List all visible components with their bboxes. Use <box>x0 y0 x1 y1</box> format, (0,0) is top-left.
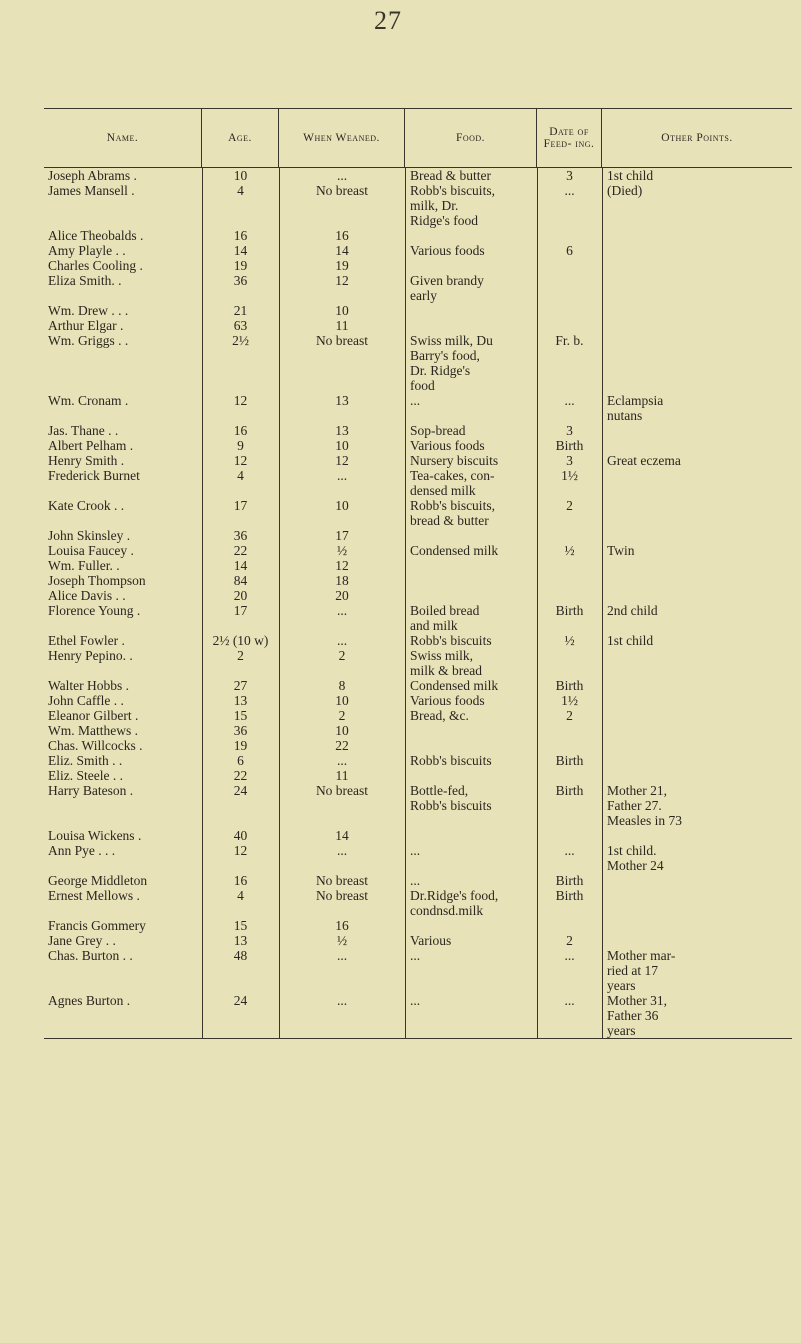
cell-age: 20 <box>233 588 248 603</box>
cell-when-weaned: 19 <box>335 258 349 273</box>
cell-food: Robb's biscuits, milk, Dr. Ridge's food <box>410 183 495 228</box>
cell-date-of-feeding: 1½ <box>561 693 578 708</box>
cell-name: John Caffle . . <box>48 693 124 708</box>
cell-age: 40 <box>233 828 248 843</box>
table-row <box>44 693 792 708</box>
table-row <box>44 723 792 738</box>
table-row <box>44 183 792 228</box>
cell-age: 19 <box>233 738 248 753</box>
cell-when-weaned: ... <box>336 168 348 183</box>
cell-age: 36 <box>233 273 248 288</box>
cell-age: 19 <box>233 258 248 273</box>
cell-date-of-feeding <box>537 318 602 333</box>
cell-other-points: 1st child <box>607 168 654 183</box>
cell-food <box>405 573 537 588</box>
header-age: Age. <box>202 109 279 167</box>
cell-food: Various foods <box>410 243 485 258</box>
table-row <box>44 468 792 498</box>
cell-date-of-feeding: 2 <box>566 933 573 948</box>
cell-other-points <box>602 588 792 603</box>
cell-name: Frederick Burnet <box>48 468 140 483</box>
table-row <box>44 243 792 258</box>
cell-name: Eliza Smith. . <box>48 273 122 288</box>
cell-other-points <box>602 723 792 738</box>
cell-age: 4 <box>237 183 244 198</box>
cell-date-of-feeding: 3 <box>566 423 573 438</box>
cell-date-of-feeding: ... <box>564 393 575 408</box>
cell-name: Louisa Faucey . <box>48 543 134 558</box>
header-date-of-feeding: Date of Feed- ing. <box>537 109 602 167</box>
cell-name: Agnes Burton . <box>48 993 131 1008</box>
table-row <box>44 168 792 183</box>
table-row <box>44 738 792 753</box>
cell-date-of-feeding <box>537 768 602 783</box>
table-row <box>44 993 792 1038</box>
cell-age: 16 <box>233 423 248 438</box>
header-when-weaned: When Weaned. <box>279 109 405 167</box>
cell-name: Charles Cooling . <box>48 258 143 273</box>
cell-date-of-feeding: Fr. b. <box>555 333 584 348</box>
cell-when-weaned: 16 <box>335 918 349 933</box>
table-row <box>44 678 792 693</box>
cell-food: Robb's biscuits <box>410 753 492 768</box>
cell-age: 24 <box>233 993 248 1008</box>
cell-age: 4 <box>237 468 244 483</box>
cell-when-weaned: 8 <box>338 678 346 693</box>
cell-name: John Skinsley . <box>48 528 131 543</box>
cell-date-of-feeding: Birth <box>555 783 584 798</box>
cell-food: Dr.Ridge's food, condnsd.milk <box>410 888 499 918</box>
table-row <box>44 573 792 588</box>
cell-when-weaned: 12 <box>335 273 349 288</box>
cell-age: 12 <box>233 843 248 858</box>
cell-other-points <box>602 933 792 948</box>
table-row <box>44 948 792 993</box>
table-row <box>44 528 792 543</box>
table-row <box>44 303 792 318</box>
cell-when-weaned: 14 <box>335 243 349 258</box>
cell-food: Various foods <box>410 438 485 453</box>
table-row <box>44 888 792 918</box>
cell-when-weaned: ... <box>336 843 348 858</box>
cell-other-points: 1st child <box>607 633 654 648</box>
cell-age: 15 <box>233 918 248 933</box>
cell-name: Ethel Fowler . <box>48 633 125 648</box>
cell-date-of-feeding <box>537 723 602 738</box>
cell-age: 84 <box>233 573 248 588</box>
cell-when-weaned: No breast <box>315 333 369 348</box>
cell-name: Joseph Abrams . <box>48 168 137 183</box>
cell-other-points <box>602 228 792 243</box>
cell-other-points <box>602 768 792 783</box>
cell-age: 2 <box>237 648 244 663</box>
cell-age: 21 <box>233 303 248 318</box>
cell-age: 14 <box>233 243 248 258</box>
cell-date-of-feeding: ... <box>564 183 575 198</box>
cell-food: Tea-cakes, con- densed milk <box>410 468 495 498</box>
cell-when-weaned: ½ <box>336 933 348 948</box>
cell-age: 16 <box>233 228 248 243</box>
cell-other-points <box>602 243 792 258</box>
cell-date-of-feeding: 3 <box>566 168 573 183</box>
cell-other-points <box>602 273 792 303</box>
cell-when-weaned: 22 <box>335 738 349 753</box>
cell-date-of-feeding <box>537 558 602 573</box>
cell-food <box>405 258 537 273</box>
cell-age: 22 <box>233 768 248 783</box>
cell-age: 27 <box>233 678 248 693</box>
cell-name: Florence Young . <box>48 603 141 618</box>
cell-age: 17 <box>233 498 248 513</box>
cell-date-of-feeding <box>537 258 602 273</box>
cell-date-of-feeding: 6 <box>566 243 573 258</box>
feeding-table <box>44 108 792 1039</box>
cell-food: ... <box>410 393 421 408</box>
cell-other-points: Mother 21, Father 27. Measles in 73 <box>607 783 682 828</box>
cell-date-of-feeding: 2 <box>566 498 573 513</box>
cell-age: 4 <box>237 888 244 903</box>
cell-age: 36 <box>233 723 248 738</box>
table-row <box>44 273 792 303</box>
cell-date-of-feeding: Birth <box>555 603 584 618</box>
cell-when-weaned: 10 <box>335 693 349 708</box>
cell-other-points: Great eczema <box>607 453 681 468</box>
cell-food: ... <box>410 993 421 1008</box>
cell-age: 13 <box>233 693 248 708</box>
cell-when-weaned: 20 <box>335 588 349 603</box>
table-row <box>44 543 792 558</box>
cell-food: Various <box>410 933 452 948</box>
cell-date-of-feeding <box>537 303 602 318</box>
cell-when-weaned: 10 <box>335 498 349 513</box>
table-row <box>44 558 792 573</box>
cell-food: Sop-bread <box>410 423 466 438</box>
table-body <box>44 168 792 1038</box>
cell-age: 13 <box>233 933 248 948</box>
table-header <box>44 109 792 168</box>
table-row <box>44 453 792 468</box>
cell-name: Amy Playle . . <box>48 243 126 258</box>
cell-age: 63 <box>233 318 248 333</box>
cell-name: Ann Pye . . . <box>48 843 116 858</box>
cell-name: Eliz. Steele . . <box>48 768 123 783</box>
cell-other-points: Mother mar- ried at 17 years <box>607 948 676 993</box>
cell-date-of-feeding: Birth <box>555 753 584 768</box>
cell-date-of-feeding: Birth <box>555 678 584 693</box>
cell-when-weaned: 2 <box>338 648 346 663</box>
cell-when-weaned: 10 <box>335 438 349 453</box>
cell-when-weaned: No breast <box>315 873 369 888</box>
cell-when-weaned: 10 <box>335 303 349 318</box>
cell-when-weaned: 16 <box>335 228 349 243</box>
cell-when-weaned: ... <box>336 993 348 1008</box>
cell-when-weaned: No breast <box>315 888 369 903</box>
cell-other-points <box>602 468 792 498</box>
cell-age: 16 <box>233 873 248 888</box>
cell-food: Various foods <box>410 693 485 708</box>
cell-when-weaned: 2 <box>338 708 346 723</box>
cell-name: Albert Pelham . <box>48 438 134 453</box>
table-row <box>44 918 792 933</box>
table-row <box>44 843 792 873</box>
cell-food: Bottle-fed, Robb's biscuits <box>410 783 492 813</box>
cell-date-of-feeding <box>537 573 602 588</box>
header-name: Name. <box>44 109 202 167</box>
table-row <box>44 438 792 453</box>
cell-name: Henry Pepino. . <box>48 648 133 663</box>
cell-other-points <box>602 828 792 843</box>
cell-food <box>405 918 537 933</box>
table-row <box>44 498 792 528</box>
cell-other-points <box>602 498 792 528</box>
cell-food: Robb's biscuits, bread & butter <box>410 498 495 528</box>
cell-other-points <box>602 648 792 678</box>
cell-date-of-feeding <box>537 528 602 543</box>
cell-food: Given brandy early <box>410 273 484 303</box>
cell-date-of-feeding: ½ <box>564 633 575 648</box>
cell-other-points <box>602 258 792 273</box>
cell-name: Chas. Willcocks . <box>48 738 143 753</box>
cell-name: Jas. Thane . . <box>48 423 119 438</box>
table-row <box>44 768 792 783</box>
table-row <box>44 783 792 828</box>
cell-date-of-feeding <box>537 648 602 678</box>
cell-other-points <box>602 318 792 333</box>
cell-when-weaned: 13 <box>335 423 349 438</box>
cell-other-points <box>602 558 792 573</box>
cell-name: Ernest Mellows . <box>48 888 140 903</box>
header-food: Food. <box>405 109 537 167</box>
cell-other-points <box>602 678 792 693</box>
cell-age: 2½ <box>232 333 249 348</box>
cell-food <box>405 723 537 738</box>
cell-food: Condensed milk <box>410 543 499 558</box>
cell-when-weaned: 14 <box>335 828 349 843</box>
table-row <box>44 423 792 438</box>
cell-food <box>405 768 537 783</box>
cell-food: Condensed milk <box>410 678 499 693</box>
cell-other-points: (Died) <box>607 183 643 198</box>
cell-name: Kate Crook . . <box>48 498 125 513</box>
cell-date-of-feeding: 3 <box>566 453 573 468</box>
cell-date-of-feeding: ... <box>564 948 575 963</box>
cell-date-of-feeding <box>537 588 602 603</box>
cell-date-of-feeding: Birth <box>555 873 584 888</box>
cell-age: 2½ (10 w) <box>212 633 269 648</box>
cell-name: Wm. Fuller. . <box>48 558 120 573</box>
cell-other-points <box>602 918 792 933</box>
cell-age: 15 <box>233 708 248 723</box>
cell-name: Henry Smith . <box>48 453 125 468</box>
cell-food: Swiss milk, milk & bread <box>410 648 482 678</box>
cell-name: Alice Davis . . <box>48 588 126 603</box>
cell-name: Francis Gommery <box>48 918 146 933</box>
cell-when-weaned: 12 <box>335 558 349 573</box>
cell-other-points <box>602 333 792 393</box>
cell-food <box>405 228 537 243</box>
cell-date-of-feeding: Birth <box>555 438 584 453</box>
cell-other-points <box>602 888 792 918</box>
cell-when-weaned: ... <box>336 753 348 768</box>
header-other-points: Other Points. <box>661 132 733 144</box>
cell-name: Chas. Burton . . <box>48 948 133 963</box>
cell-age: 36 <box>233 528 248 543</box>
cell-other-points: Twin <box>607 543 635 558</box>
cell-food: Nursery biscuits <box>410 453 499 468</box>
cell-age: 6 <box>237 753 244 768</box>
cell-name: Wm. Drew . . . <box>48 303 129 318</box>
cell-name: Eleanor Gilbert . <box>48 708 139 723</box>
cell-date-of-feeding: 2 <box>566 708 573 723</box>
cell-other-points: 1st child. Mother 24 <box>607 843 664 873</box>
cell-name: Alice Theobalds . <box>48 228 144 243</box>
table-row <box>44 603 792 633</box>
cell-food: ... <box>410 843 421 858</box>
cell-food <box>405 558 537 573</box>
cell-food <box>405 303 537 318</box>
table-row <box>44 828 792 843</box>
cell-when-weaned: ... <box>336 468 348 483</box>
cell-name: Wm. Matthews . <box>48 723 138 738</box>
table-row <box>44 258 792 273</box>
cell-food <box>405 738 537 753</box>
cell-name: Jane Grey . . <box>48 933 116 948</box>
cell-name: Arthur Elgar . <box>48 318 124 333</box>
cell-food: Robb's biscuits <box>410 633 492 648</box>
cell-date-of-feeding <box>537 828 602 843</box>
cell-food: ... <box>410 948 421 963</box>
table-row <box>44 708 792 723</box>
cell-other-points <box>602 528 792 543</box>
cell-other-points: Mother 31, Father 36 years <box>607 993 667 1038</box>
table-row <box>44 933 792 948</box>
cell-food <box>405 588 537 603</box>
cell-other-points: 2nd child <box>607 603 658 618</box>
cell-when-weaned: 10 <box>335 723 349 738</box>
cell-other-points <box>602 438 792 453</box>
cell-food: Boiled bread and milk <box>410 603 480 633</box>
cell-date-of-feeding <box>537 273 602 303</box>
cell-name: James Mansell . <box>48 183 135 198</box>
cell-age: 14 <box>233 558 248 573</box>
table-row <box>44 588 792 603</box>
cell-other-points <box>602 303 792 318</box>
table-row <box>44 753 792 768</box>
cell-age: 10 <box>233 168 248 183</box>
cell-when-weaned: 12 <box>335 453 349 468</box>
cell-other-points <box>602 873 792 888</box>
cell-age: 12 <box>233 453 248 468</box>
cell-when-weaned: ½ <box>336 543 348 558</box>
cell-date-of-feeding: ... <box>564 993 575 1008</box>
cell-name: George Middleton <box>48 873 148 888</box>
cell-food <box>405 528 537 543</box>
cell-age: 9 <box>237 438 244 453</box>
cell-date-of-feeding <box>537 918 602 933</box>
cell-name: Joseph Thompson <box>48 573 146 588</box>
cell-name: Louisa Wickens . <box>48 828 142 843</box>
table-row <box>44 393 792 423</box>
cell-name: Wm. Cronam . <box>48 393 129 408</box>
cell-food: Bread, &c. <box>410 708 469 723</box>
cell-date-of-feeding <box>537 738 602 753</box>
cell-age: 17 <box>233 603 248 618</box>
cell-name: Eliz. Smith . . <box>48 753 123 768</box>
cell-name: Walter Hobbs . <box>48 678 130 693</box>
page-number: 27 <box>374 6 402 35</box>
cell-food <box>405 318 537 333</box>
cell-date-of-feeding: ... <box>564 843 575 858</box>
cell-when-weaned: 13 <box>335 393 349 408</box>
table-row <box>44 633 792 648</box>
cell-age: 22 <box>233 543 248 558</box>
cell-when-weaned: 18 <box>335 573 349 588</box>
cell-age: 24 <box>233 783 248 798</box>
cell-when-weaned: No breast <box>315 183 369 198</box>
cell-other-points <box>602 738 792 753</box>
cell-age: 12 <box>233 393 248 408</box>
cell-when-weaned: ... <box>336 633 348 648</box>
table-row <box>44 333 792 393</box>
cell-date-of-feeding <box>537 228 602 243</box>
cell-when-weaned: No breast <box>315 783 369 798</box>
cell-other-points: Eclampsia nutans <box>607 393 664 423</box>
cell-food: ... <box>410 873 421 888</box>
cell-other-points <box>602 708 792 723</box>
cell-food: Bread & butter <box>410 168 491 183</box>
cell-when-weaned: 17 <box>335 528 349 543</box>
cell-other-points <box>602 423 792 438</box>
table-row <box>44 318 792 333</box>
cell-date-of-feeding: Birth <box>555 888 584 903</box>
table-row <box>44 873 792 888</box>
cell-when-weaned: 11 <box>335 768 349 783</box>
cell-name: Harry Bateson . <box>48 783 134 798</box>
cell-other-points <box>602 753 792 768</box>
cell-name: Wm. Griggs . . <box>48 333 129 348</box>
cell-other-points <box>602 693 792 708</box>
cell-when-weaned: 11 <box>335 318 349 333</box>
table-row <box>44 648 792 678</box>
cell-food: Swiss milk, Du Barry's food, Dr. Ridge's food <box>410 333 493 393</box>
cell-when-weaned: ... <box>336 948 348 963</box>
cell-age: 48 <box>233 948 248 963</box>
table-row <box>44 228 792 243</box>
cell-food <box>405 828 537 843</box>
cell-other-points <box>602 573 792 588</box>
cell-when-weaned: ... <box>336 603 348 618</box>
cell-date-of-feeding: ½ <box>564 543 575 558</box>
cell-date-of-feeding: 1½ <box>561 468 578 483</box>
